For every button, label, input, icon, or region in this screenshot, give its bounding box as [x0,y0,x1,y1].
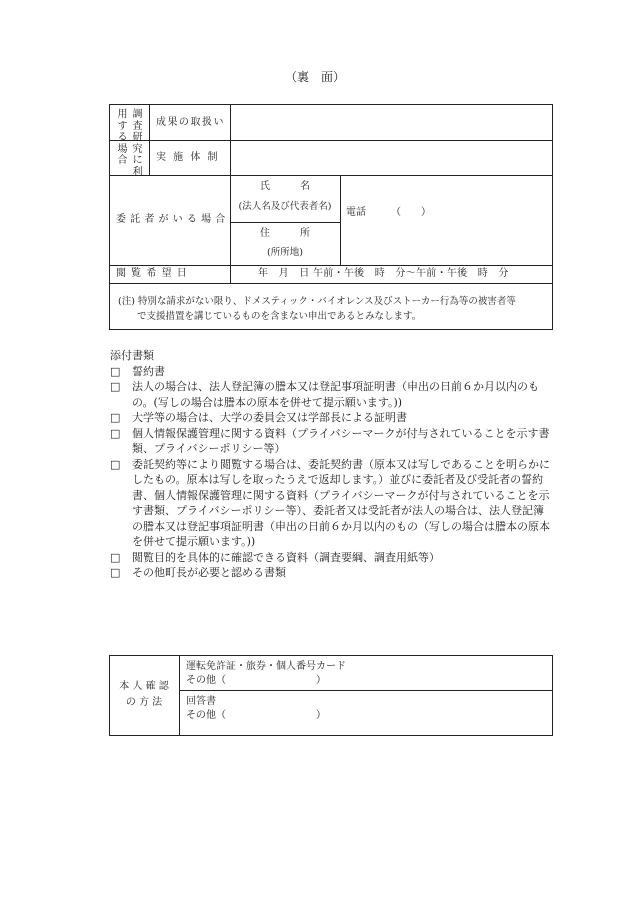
attachments-list [110,348,550,581]
identity-option-1-other: その他（ ） [186,675,326,686]
list-item: □ 委託契約等により閲覧する場合は、委託契約書（原本又は写しであることを明らかにしたもの。原本は写しを取ったうえで返却します。）並びに委託者及び受託者の誓約書、個人情報保護管理に関する資料（プライバシーマークが付与されていることを示す書類、プライバシーポリシー等）、委託者又は受託者が法人の場合は、法人登記簿の謄本又は登記事項証明書（申出の日前６か月以内のもの（写しの場合は謄本の原本を併せて提示願います。)) [110,457,550,548]
phone-field: 電話 （ ） [346,207,431,218]
checkbox-icon: □ [110,550,121,564]
checkbox-icon: □ [110,457,121,471]
checkbox-icon: □ [110,566,121,579]
desired-date-label: 閲 覧 希 望 日 [116,268,188,279]
identity-option-2-other: その他（ ） [186,710,326,721]
attachments-title: 添付書類 [110,349,154,362]
checkbox-icon: □ [110,380,121,393]
list-item: □ 個人情報保護管理に関する資料（プライバシーマークが付与されていることを示す書類、プライバシーポリシー等） [110,426,550,455]
research-label-col1: 調 査 研 究 に 利 [132,109,143,178]
list-item: □ 閲覧目的を具体的に確認できる資料（調査要綱、調査用紙等） [110,550,440,564]
list-item: □ 法人の場合は、法人登記簿の謄本又は登記事項証明書（申出の日前６か月以内のもの。(写しの場合は謄本の原本を併せて提示願います。)) [110,380,539,409]
consignor-label: 委 託 者 が い る 場 合 [116,214,226,225]
checkbox-icon: □ [110,411,121,424]
checkbox-icon: □ [110,426,121,440]
identity-option-2: 回答書 [186,696,216,707]
results-handling-label: 成果の取扱い [156,117,225,128]
list-item: □ その他町長が必要と認める書類 [110,566,286,579]
list-item: □ 誓約書 [110,364,165,378]
address-sublabel: (所所地) [267,247,303,258]
name-sublabel: (法人名及び代表者名) [238,201,332,212]
page-header: （裏 面） [284,70,345,84]
research-label-col2: 用 す る 場 合 [117,109,128,166]
desired-date-value: 年 月 日 午前・午後 時 分〜午前・午後 時 分 [258,268,509,279]
identity-label-1: 本 人 確 認 [119,681,169,692]
implementation-label: 実 施 体 制 [156,152,220,163]
list-item: □ 大学等の場合は、大学の委員会又は学部長による証明書 [110,411,407,424]
checkbox-icon: □ [110,364,121,378]
name-label: 氏 名 [260,181,310,192]
identity-option-1: 運転免許証・旅券・個人番号カード [186,661,346,672]
note-text: (注) 特別な請求がない限り、ドメスティック・バイオレンス及びストーカー行為等の被害者等 で支援措置を講じているものを含まない申出であるとみなします。 [118,296,516,322]
identity-label-2: の 方 法 [125,697,163,708]
address-label: 住 所 [260,228,310,239]
